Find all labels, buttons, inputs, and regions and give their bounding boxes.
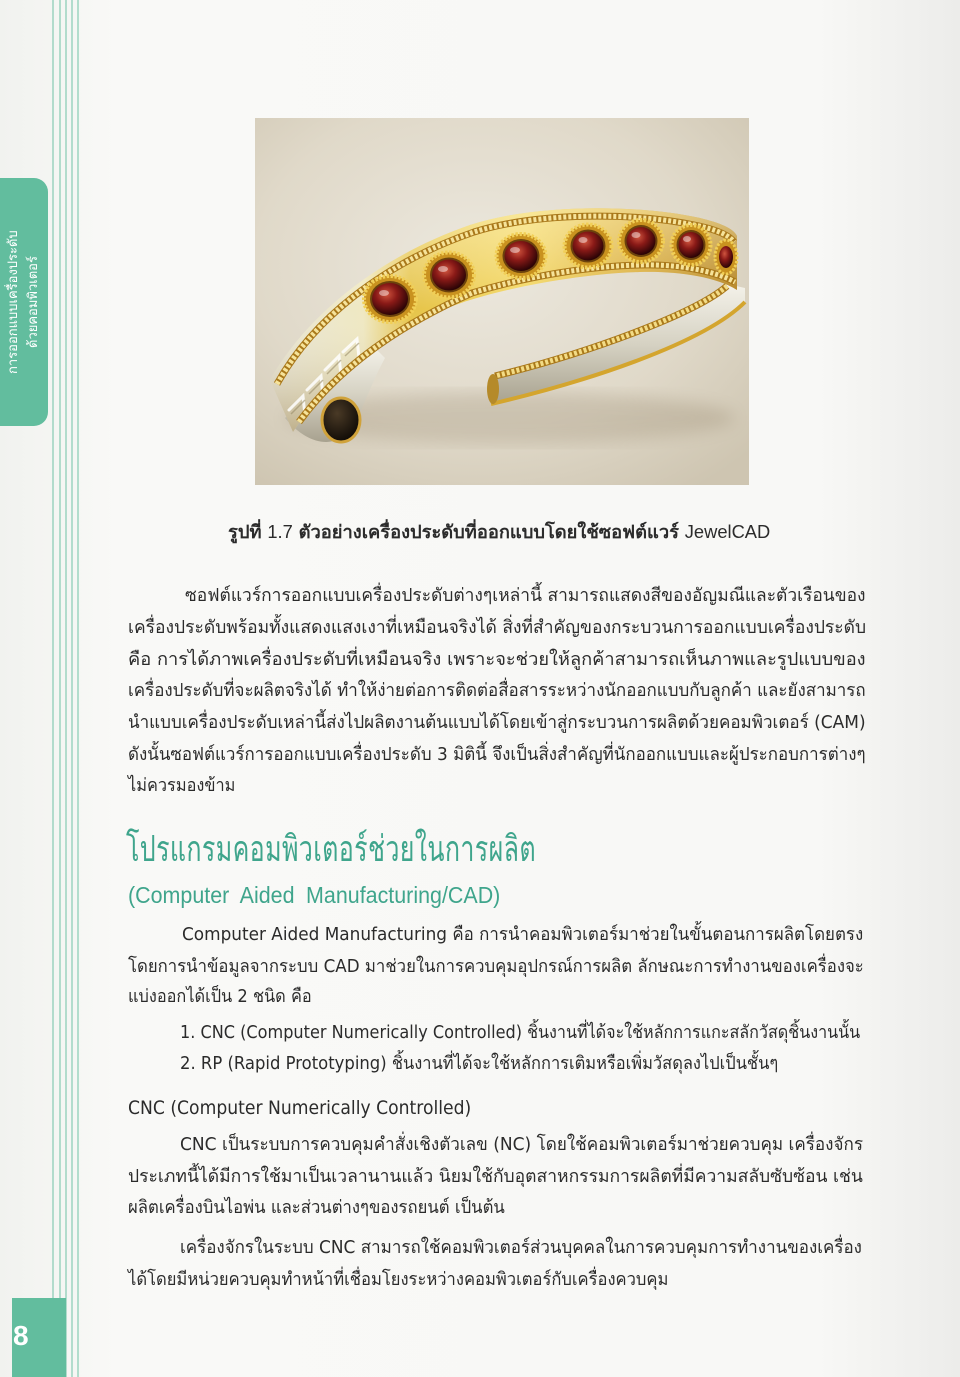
gemstone [715,240,737,274]
chapter-side-tab [0,178,48,426]
gemstone [619,220,663,262]
margin-line [71,0,73,1377]
chapter-tab-line-2: ด้วยคอมพิวเตอร์ [26,256,41,348]
gemstone [565,225,612,268]
paragraph-line: นำแบบเครื่องประดับเหล่านี้ส่งไปผลิตงานต้นแบบได้โดยเข้าสู่กระบวนการผลิตด้วยคอมพิวเตอร์ (CAM) [128,712,866,733]
chapter-side-tab-text [0,178,48,426]
bracelet-end-cap [322,398,360,442]
paragraph-line: Computer Aided Manufacturing คือ การนำคอมพิวเตอร์มาช่วยในขั้นตอนการผลิตโดยตรง [182,924,864,945]
paragraph-line: เครื่องประดับพร้อมทั้งแสดงแสงเงาที่เหมือนจริงได้ สิ่งที่สำคัญของกระบวนการออกแบบเครื่องประดับ [128,617,867,638]
section-subtitle: (Computer Aided Manufacturing/CAD) [128,882,501,908]
list-item: 1. CNC (Computer Numerically Controlled) ชิ้นงานที่ได้จะใช้หลักการแกะสลักวัสดุชิ้นงานนั้น [180,1022,861,1043]
chapter-tab-line-1: การออกแบบเครื่องประดับ [6,230,21,374]
paragraph-line: ดังนั้นซอฟต์แวร์การออกแบบเครื่องประดับ 3 มิตินี้ จึงเป็นสิ่งสำคัญที่นักออกแบบและผู้ประกอบการต่างๆ [128,744,866,765]
gemstone [424,253,474,298]
margin-line [59,0,61,1377]
paragraph-line: ไม่ควรมองข้าม [128,775,236,796]
figure-caption [228,518,770,547]
caption-label: รูปที่ [228,522,262,543]
bracelet-photo [255,118,749,485]
list-item: 2. RP (Rapid Prototyping) ชิ้นงานที่ได้จะใช้หลักการเติมหรือเพิ่มวัสดุลงไปเป็นชั้นๆ [180,1053,779,1074]
cnc-heading: CNC (Computer Numerically Controlled) [128,1097,472,1119]
section-title: โปรแกรมคอมพิวเตอร์ช่วยในการผลิต [126,829,536,870]
paragraph-line: เครื่องประดับที่จะผลิตจริงได้ ทำให้ง่ายต่อการติดต่อสื่อสารระหว่างนักออกแบบกับลูกค้า และยังสามารถ [128,680,866,701]
paragraph-line: เครื่องจักรในระบบ CNC สามารถใช้คอมพิวเตอร์ส่วนบุคคลในการควบคุมการทำงานของเครื่อง [180,1237,862,1258]
bracelet-illustration [255,118,749,485]
paragraph-line: CNC เป็นระบบการควบคุมคำสั่งเชิงตัวเลข (NC) โดยใช้คอมพิวเตอร์มาช่วยควบคุม เครื่องจักร [180,1134,863,1155]
paragraph-line: ประเภทนี้ได้มีการใช้มาเป็นเวลานานแล้ว นิยมใช้กับอุตสาหกรรมการผลิตที่มีความสลับซับซ้อน เช่น [128,1166,863,1187]
caption-software: JewelCAD [684,522,771,542]
paragraph-line: ผลิตเครื่องบินไอพ่น และส่วนต่างๆของรถยนต์ เป็นต้น [128,1197,505,1218]
caption-text: ตัวอย่างเครื่องประดับที่ออกแบบโดยใช้ซอฟต์แวร์ [298,522,679,543]
margin-line [52,0,54,1377]
paragraph-line: โดยการนำข้อมูลจากระบบ CAD มาช่วยในการควบคุมอุปกรณ์การผลิต ลักษณะการทำงานของเครื่องจะ [128,956,864,977]
gemstone [364,276,416,322]
paragraph-line: แบ่งออกได้เป็น 2 ชนิด คือ [128,986,312,1007]
paragraph-line: คือ การได้ภาพเครื่องประดับที่เหมือนจริง เพราะจะช่วยให้ลูกค้าสามารถเห็นภาพและรูปแบบของ [128,649,866,670]
page-number: 8 [13,1320,29,1351]
gemstone [497,234,546,278]
paragraph-line: ซอฟต์แวร์การออกแบบเครื่องประดับต่างๆเหล่านี้ สามารถแสดงสีของอัญมณีและตัวเรือนของ [185,585,866,606]
caption-number: 1.7 [267,522,293,542]
paragraph-line: ได้โดยมีหน่วยควบคุมทำหน้าที่เชื่อมโยงระหว่างคอมพิวเตอร์กับเครื่องควบคุม [128,1269,669,1290]
gemstone [672,225,711,265]
margin-line [77,0,79,1377]
margin-line [65,0,67,1377]
